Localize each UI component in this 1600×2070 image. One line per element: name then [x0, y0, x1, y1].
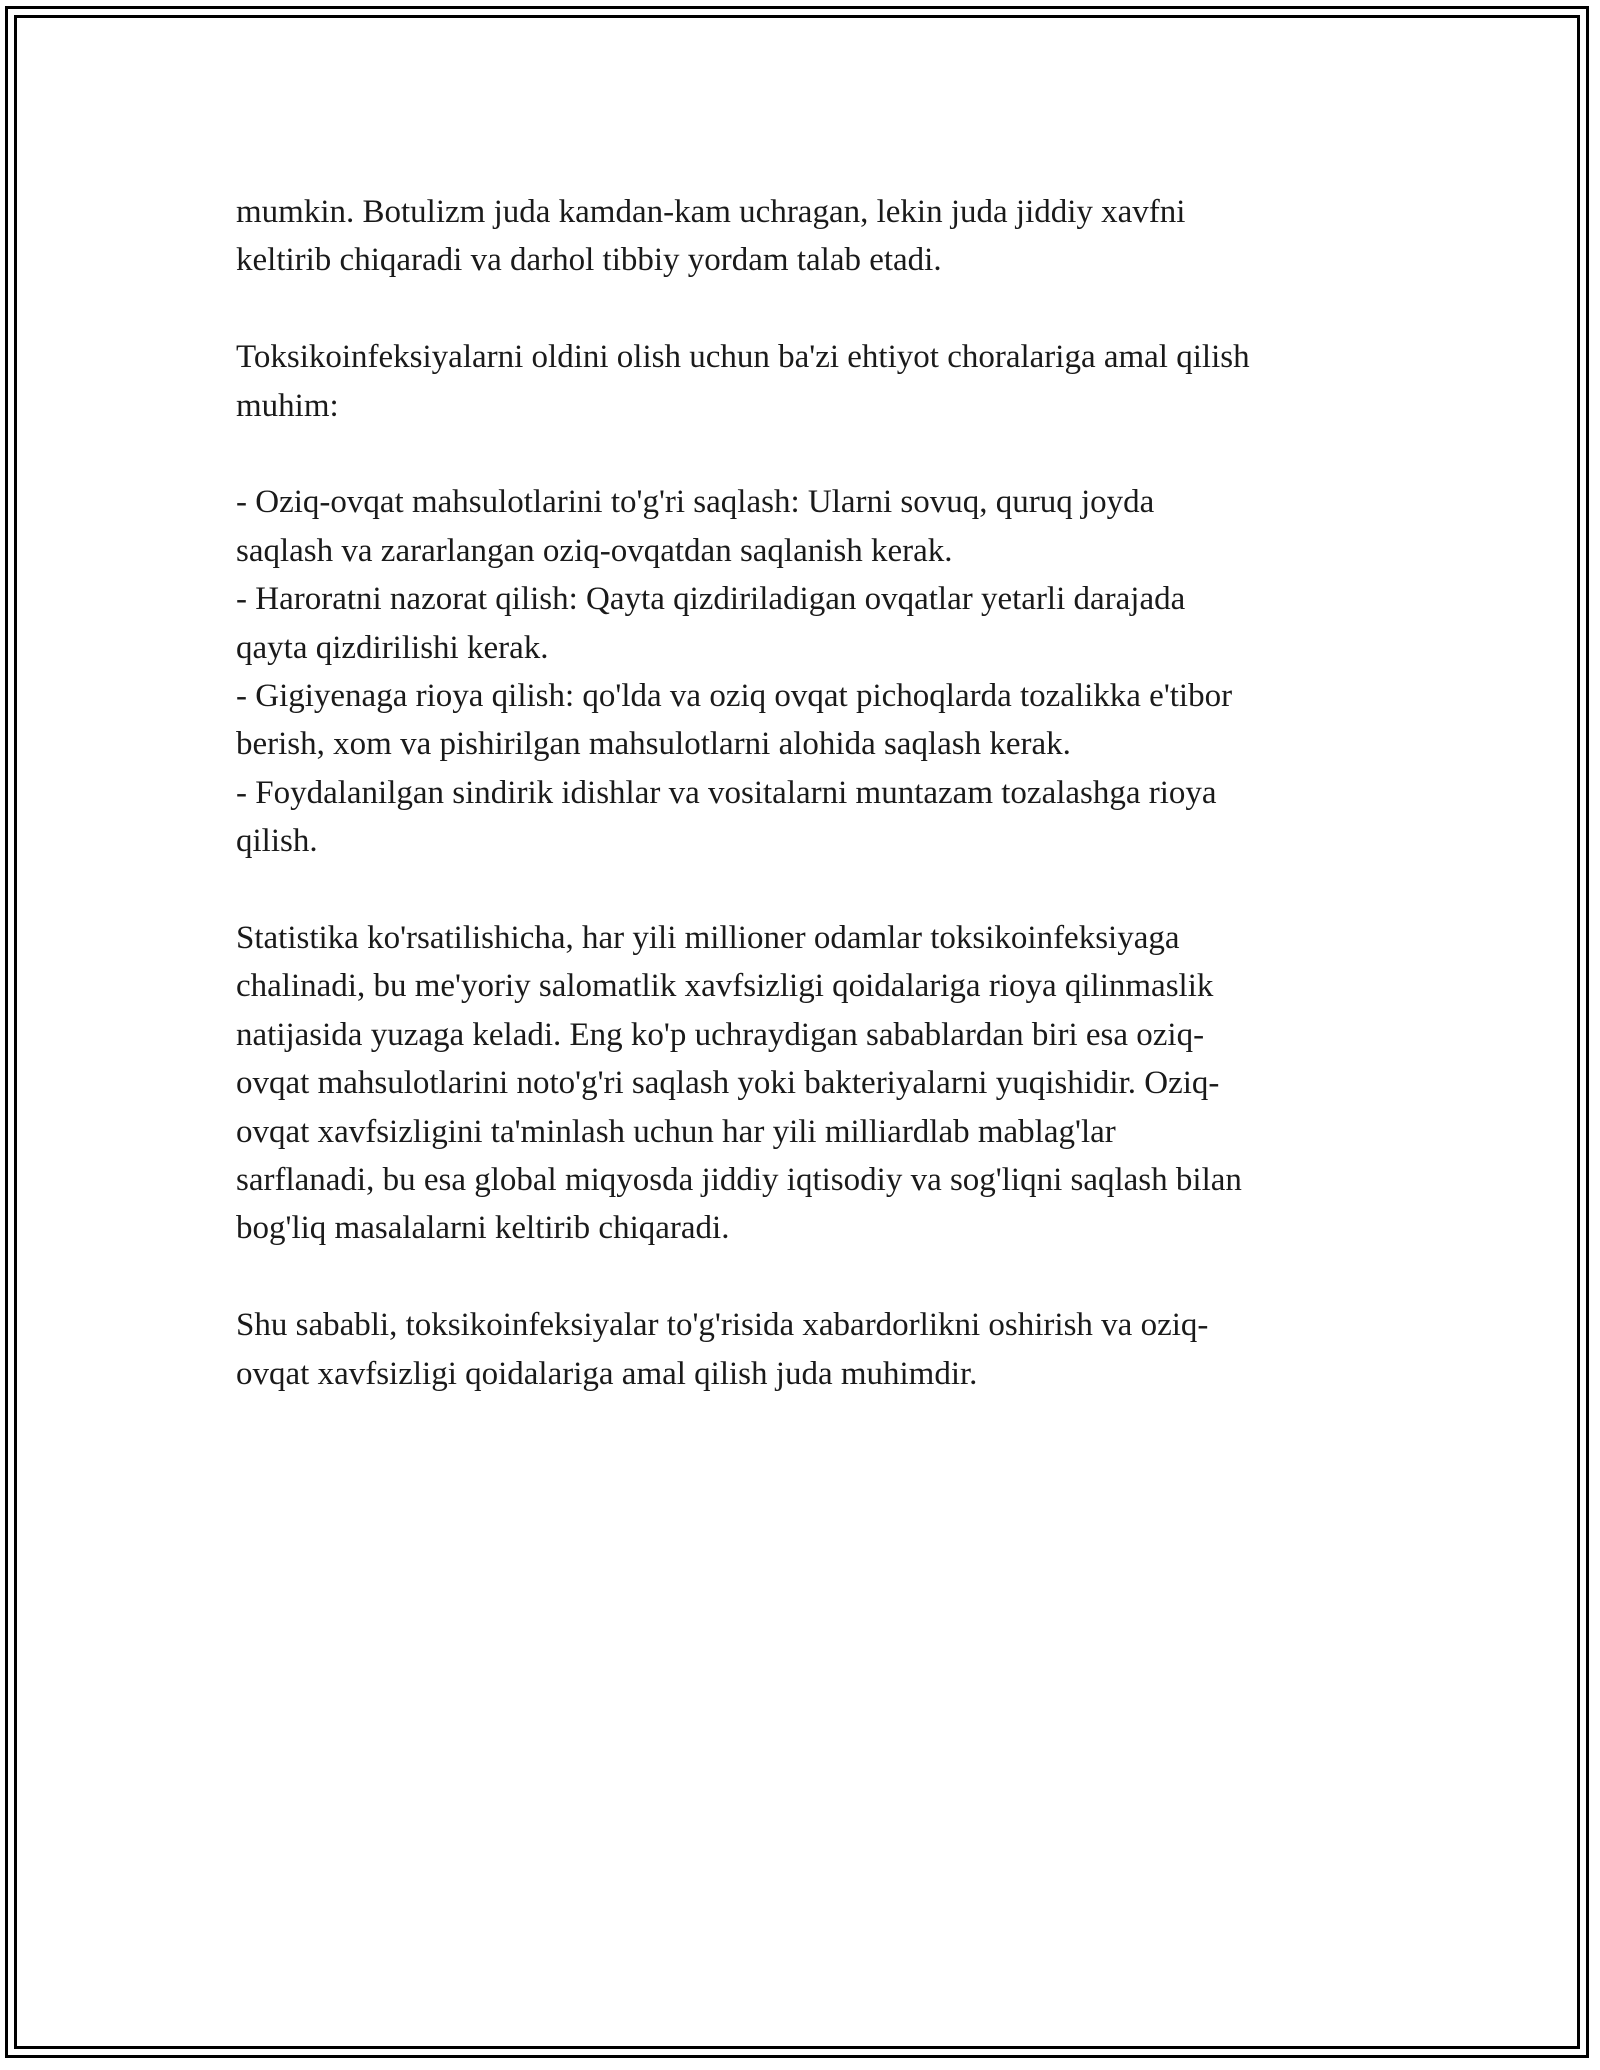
paragraph-statistics: Statistika ko'rsatilishicha, har yili millioner odamlar toksikoinfeksiyaga chalinadi, bu me'yoriy salomatlik xavfsizligi qoidalariga rioya qilinmaslik natijasida yuzaga keladi. Eng ko'p uchraydigan sabablardan biri esa oziq- ovqat mahsulotlarini noto'g'ri saqlash yoki bakteriyalarni yuqishidir. Oziq- ovqat xavfsizligini ta'minlash uchun har yili milliardlab mablag'lar sarflanadi, bu esa global miqyosda jiddiy iqtisodiy va sog'liqni saqlash bilan bog'liq masalalarni keltirib chiqaradi. [236, 920, 1242, 1247]
document-body [236, 188, 1386, 1398]
list-item: - Foydalanilgan sindirik idishlar va vositalarni muntazam tozalashga rioya qilish. [236, 774, 1217, 860]
list-item: - Oziq-ovqat mahsulotlarini to'g'ri saqlash: Ularni sovuq, quruq joyda saqlash va zararlangan oziq-ovqatdan saqlanish kerak. [236, 484, 1155, 569]
list-item: - Haroratni nazorat qilish: Qayta qizdiriladigan ovqatlar yetarli darajada qayta qizdirilishi kerak. [236, 581, 1186, 666]
list-item: - Gigiyenaga rioya qilish: qo'lda va oziq ovqat pichoqlarda tozalikka e'tibor berish, xom va pishirilgan mahsulotlarni alohida saqlash kerak. [236, 678, 1233, 763]
paragraph-precautions-intro: Toksikoinfeksiyalarni oldini olish uchun ba'zi ehtiyot choralariga amal qilish muhim: [236, 339, 1250, 424]
paragraph-conclusion: Shu sababli, toksikoinfeksiyalar to'g'risida xabardorlikni oshirish va oziq- ovqat xavfsizligi qoidalariga amal qilish juda muhimdir. [236, 1307, 1209, 1392]
paragraph-botulism: mumkin. Botulizm juda kamdan-kam uchragan, lekin juda jiddiy xavfni keltirib chiqaradi va darhol tibbiy yordam talab etadi. [236, 194, 1186, 279]
